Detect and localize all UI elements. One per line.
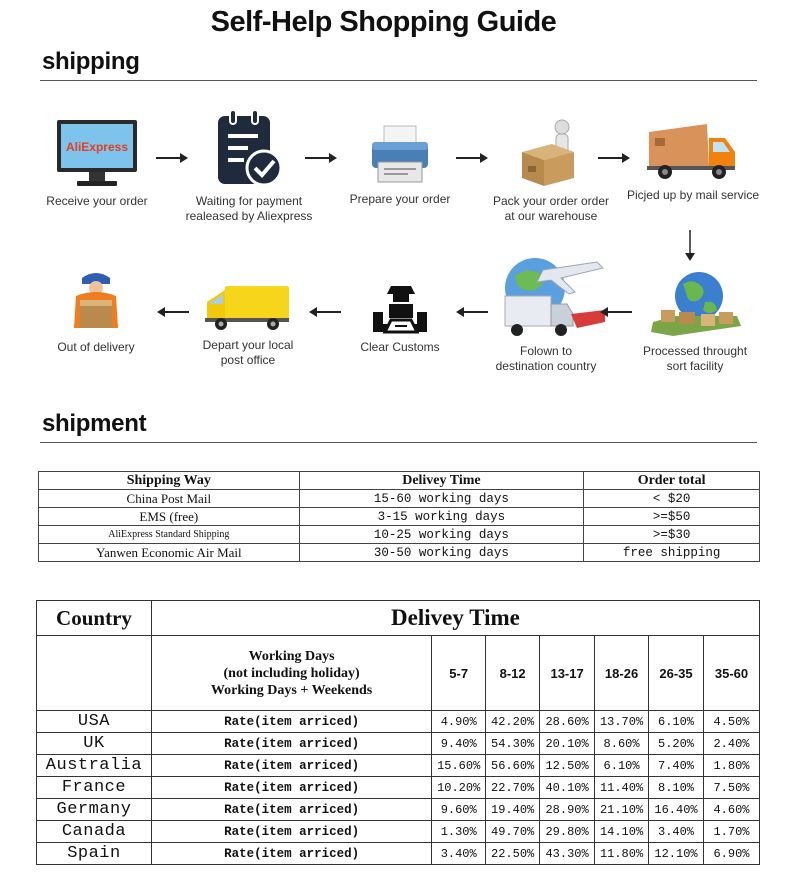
country-cell: UK: [37, 733, 152, 755]
country-cell: Canada: [37, 821, 152, 843]
step-flown-destination: [476, 252, 616, 374]
empty-cell: [37, 636, 152, 711]
delivery-time-cell: 15-60 working days: [299, 490, 584, 508]
table-row: [39, 544, 760, 562]
printer-icon: [368, 122, 432, 186]
step-label: Prepare your order: [349, 192, 451, 206]
arrow-right-icon: [598, 153, 630, 163]
table-row: [39, 490, 760, 508]
customs-officer-icon: [371, 282, 429, 334]
step-label: Out of delivery: [57, 340, 135, 354]
shipping-way-table: [38, 471, 760, 562]
working-days-line: (not including holiday): [223, 665, 360, 681]
rate-value-cell: 4.60%: [703, 799, 759, 821]
arrow-right-icon: [156, 153, 188, 163]
arrow-left-icon: [309, 307, 341, 317]
day-range-header: 13-17: [540, 636, 595, 711]
shipping-way-cell: EMS (free): [39, 508, 300, 526]
table-row: [39, 526, 760, 544]
rate-value-cell: 28.60%: [540, 711, 595, 733]
rate-value-cell: 43.30%: [540, 843, 595, 865]
rate-value-cell: 9.40%: [432, 733, 486, 755]
table-row: [37, 821, 760, 843]
delivery-time-cell: 3-15 working days: [299, 508, 584, 526]
rate-value-cell: 1.80%: [703, 755, 759, 777]
computer-aliexpress-icon: [55, 118, 139, 188]
order-total-cell: < $20: [584, 490, 760, 508]
shipping-divider: [40, 80, 757, 81]
range-header-row: [37, 636, 760, 711]
rate-value-cell: 56.60%: [486, 755, 540, 777]
step-waiting-payment: [179, 108, 319, 224]
rate-value-cell: 3.40%: [432, 843, 486, 865]
step-pack-order: [481, 118, 621, 224]
rate-value-cell: 13.70%: [595, 711, 649, 733]
table-row: [37, 843, 760, 865]
arrow-right-icon: [305, 153, 337, 163]
shipping-way-cell: China Post Mail: [39, 490, 300, 508]
country-delivery-table: [36, 600, 760, 865]
step-label: Clear Customs: [360, 340, 440, 354]
working-days-line: Working Days + Weekends: [210, 682, 373, 698]
rate-label-cell: Rate(item arriced): [151, 777, 431, 799]
step-picked-up: [623, 120, 763, 203]
rate-value-cell: 6.10%: [595, 755, 649, 777]
page-title: Self-Help Shopping Guide: [210, 6, 557, 38]
rate-value-cell: 7.50%: [703, 777, 759, 799]
step-label: Receive your order: [46, 194, 148, 208]
country-header: Country: [37, 601, 152, 636]
rate-value-cell: 16.40%: [649, 799, 704, 821]
order-total-cell: >=$30: [584, 526, 760, 544]
arrow-left-icon: [456, 307, 488, 317]
rate-value-cell: 4.90%: [432, 711, 486, 733]
step-sort-facility: [625, 270, 765, 374]
clipboard-check-icon: [214, 108, 284, 188]
table-row: [37, 799, 760, 821]
order-total-cell: >=$50: [584, 508, 760, 526]
courier-box-icon: [68, 268, 124, 334]
rate-value-cell: 42.20%: [486, 711, 540, 733]
rate-value-cell: 12.50%: [540, 755, 595, 777]
order-total-cell: free shipping: [584, 544, 760, 562]
delivery-truck-icon: [647, 120, 739, 182]
rate-value-cell: 11.40%: [595, 777, 649, 799]
day-range-header: 5-7: [432, 636, 486, 711]
rate-value-cell: 4.50%: [703, 711, 759, 733]
shipment-heading: shipment: [42, 410, 147, 437]
shipping-way-cell: AliExpress Standard Shipping: [39, 526, 300, 544]
shipping-heading: shipping: [42, 48, 140, 75]
rate-value-cell: 10.20%: [432, 777, 486, 799]
rate-value-cell: 49.70%: [486, 821, 540, 843]
table-row: [37, 711, 760, 733]
rate-value-cell: 8.10%: [649, 777, 704, 799]
rate-value-cell: 5.20%: [649, 733, 704, 755]
working-days-line: Working Days: [248, 648, 335, 664]
rate-value-cell: 28.90%: [540, 799, 595, 821]
rate-value-cell: 2.40%: [703, 733, 759, 755]
step-label: Folown to destination country: [495, 344, 597, 373]
step-depart-post-office: [178, 284, 318, 368]
step-receive-order: [27, 118, 167, 209]
rate-value-cell: 11.80%: [595, 843, 649, 865]
rate-value-cell: 29.80%: [540, 821, 595, 843]
table-header-row: [39, 472, 760, 490]
table-row: [39, 508, 760, 526]
yellow-van-icon: [205, 284, 291, 332]
arrow-down-icon: [684, 230, 696, 262]
step-out-of-delivery: [26, 268, 166, 355]
step-prepare-order: [330, 122, 470, 207]
rate-label-cell: Rate(item arriced): [151, 799, 431, 821]
rate-label-cell: Rate(item arriced): [151, 755, 431, 777]
country-cell: USA: [37, 711, 152, 733]
rate-label-cell: Rate(item arriced): [151, 821, 431, 843]
delivery-time-cell: 30-50 working days: [299, 544, 584, 562]
packing-person-icon: [516, 118, 586, 188]
day-range-header: 18-26: [595, 636, 649, 711]
column-header: Delivey Time: [299, 472, 584, 490]
rate-value-cell: 19.40%: [486, 799, 540, 821]
rate-value-cell: 12.10%: [649, 843, 704, 865]
step-label: Pack your order order at our warehouse: [492, 194, 610, 223]
rate-value-cell: 22.50%: [486, 843, 540, 865]
shipment-divider: [40, 442, 757, 443]
rate-value-cell: 6.10%: [649, 711, 704, 733]
rate-value-cell: 9.60%: [432, 799, 486, 821]
shipping-way-cell: Yanwen Economic Air Mail: [39, 544, 300, 562]
column-header: Shipping Way: [39, 472, 300, 490]
rate-value-cell: 8.60%: [595, 733, 649, 755]
step-clear-customs: [330, 282, 470, 355]
rate-value-cell: 15.60%: [432, 755, 486, 777]
step-label: Depart your local post office: [202, 338, 294, 367]
rate-label-cell: Rate(item arriced): [151, 733, 431, 755]
day-range-header: 8-12: [486, 636, 540, 711]
rate-value-cell: 21.10%: [595, 799, 649, 821]
day-range-header: 26-35: [649, 636, 704, 711]
rate-value-cell: 1.30%: [432, 821, 486, 843]
aliexpress-logo: AliExpress: [65, 140, 129, 154]
step-label: Waiting for payment realeased by Aliexpress: [185, 194, 313, 223]
day-range-header: 35-60: [703, 636, 759, 711]
delivery-time-header: Delivey Time: [151, 601, 759, 636]
plane-truck-icon: [487, 252, 605, 338]
table-row: [37, 733, 760, 755]
rate-value-cell: 40.10%: [540, 777, 595, 799]
rate-label-cell: Rate(item arriced): [151, 711, 431, 733]
arrow-right-icon: [456, 153, 488, 163]
rate-value-cell: 1.70%: [703, 821, 759, 843]
country-cell: France: [37, 777, 152, 799]
step-label: Picjed up by mail service: [626, 188, 760, 202]
rate-value-cell: 20.10%: [540, 733, 595, 755]
country-cell: Australia: [37, 755, 152, 777]
globe-boxes-icon: [647, 270, 743, 338]
delivery-time-cell: 10-25 working days: [299, 526, 584, 544]
country-cell: Spain: [37, 843, 152, 865]
country-cell: Germany: [37, 799, 152, 821]
table-header-row: [37, 601, 760, 636]
step-label: Processed throught sort facility: [642, 344, 748, 373]
rate-label-cell: Rate(item arriced): [151, 843, 431, 865]
column-header: Order total: [584, 472, 760, 490]
rate-value-cell: 6.90%: [703, 843, 759, 865]
table-row: [37, 777, 760, 799]
arrow-left-icon: [157, 307, 189, 317]
rate-value-cell: 3.40%: [649, 821, 704, 843]
working-days-note: [151, 636, 431, 711]
rate-value-cell: 14.10%: [595, 821, 649, 843]
rate-value-cell: 22.70%: [486, 777, 540, 799]
table-row: [37, 755, 760, 777]
rate-value-cell: 7.40%: [649, 755, 704, 777]
rate-value-cell: 54.30%: [486, 733, 540, 755]
arrow-left-icon: [600, 307, 632, 317]
